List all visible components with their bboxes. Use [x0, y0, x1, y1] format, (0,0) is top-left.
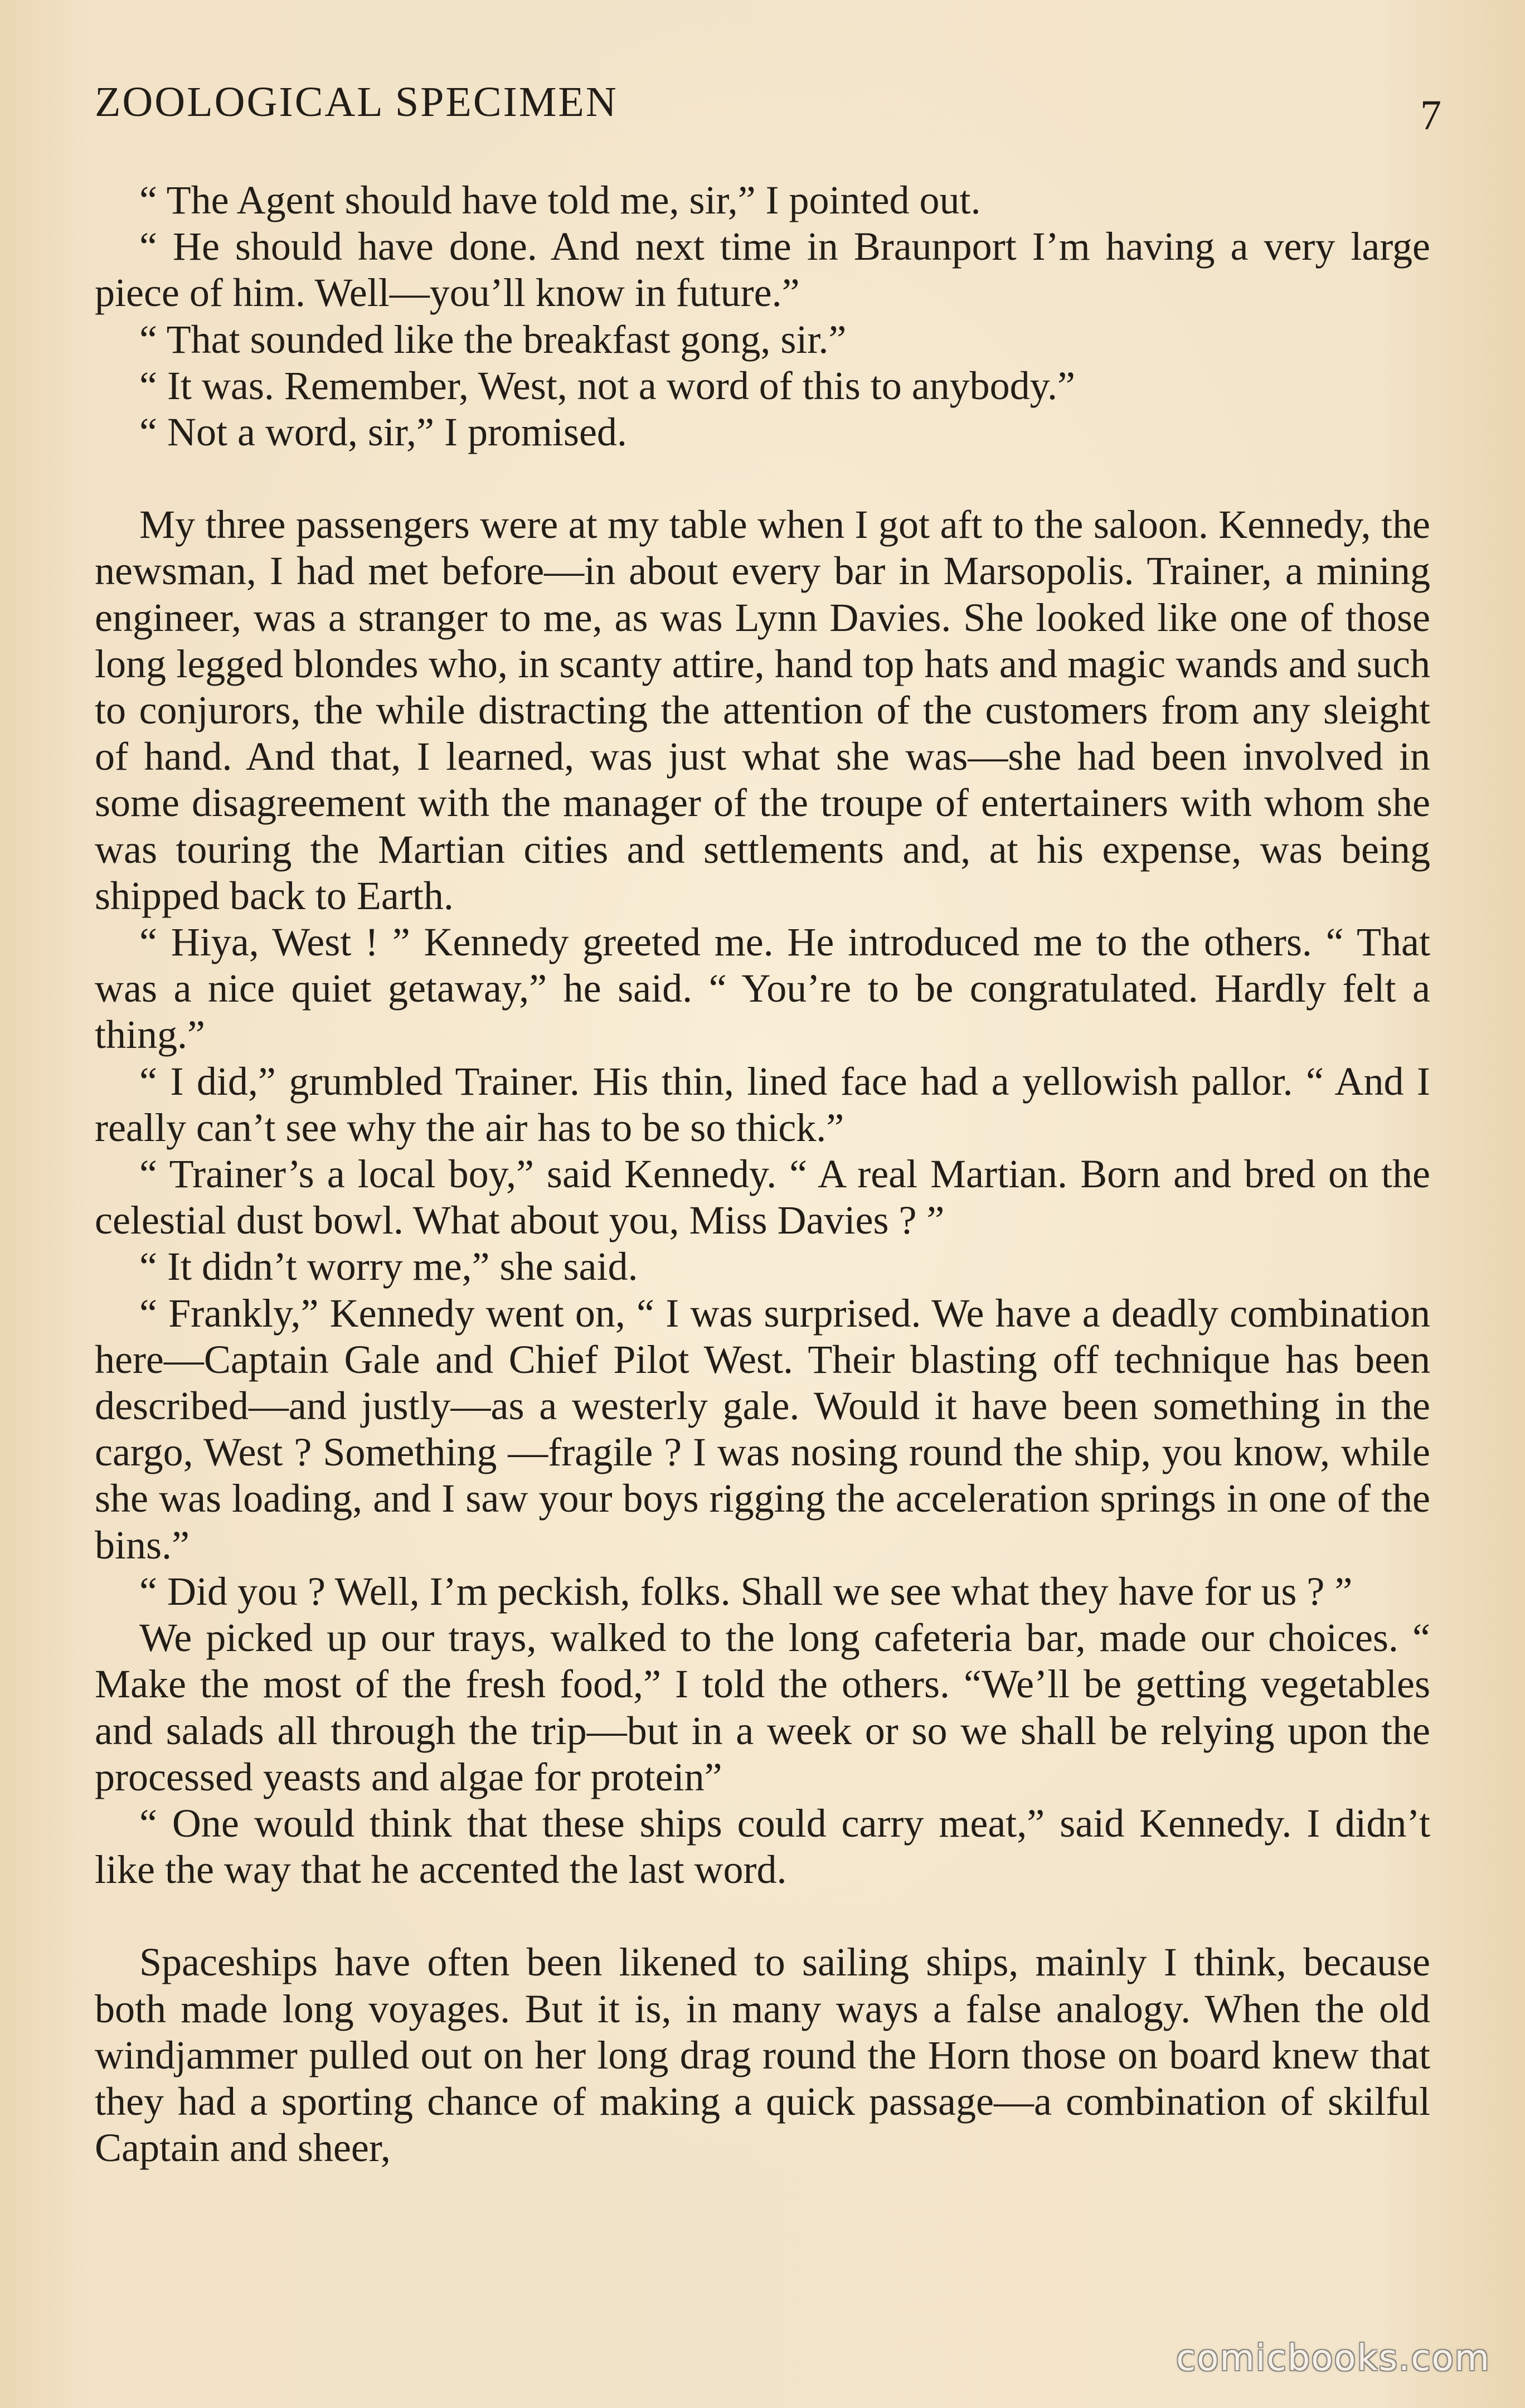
scene-break: [95, 1893, 1430, 1939]
paragraph: “ He should have done. And next time in Braunport I’m having a very large piece of him. Well—you’ll know in future.”: [95, 224, 1430, 315]
page-number: 7: [1420, 92, 1441, 139]
paragraph: “ The Agent should have told me, sir,” I pointed out.: [139, 178, 981, 222]
site-watermark: comicbooks.com: [1176, 2338, 1490, 2379]
paragraph: “ It was. Remember, West, not a word of this to anybody.”: [139, 363, 1075, 408]
paragraph: “ I did,” grumbled Trainer. His thin, lined face had a yellowish pallor. “ And I really can’t see why the air has to be so thick.”: [95, 1059, 1430, 1150]
running-head: [95, 78, 1441, 145]
paragraph: We picked up our trays, walked to the long cafeteria bar, made our choices. “ Make the most of the fresh food,” I told the others. “We’ll be getting vegetables and salads all through the trip—but in a week or so we shall be relying upon the processed yeasts and algae for protein”: [95, 1615, 1430, 1799]
paragraph: “ Trainer’s a local boy,” said Kennedy. “ A real Martian. Born and bred on the celestial dust bowl. What about you, Miss Davies ? ”: [95, 1152, 1430, 1243]
paragraph: “ Not a word, sir,” I promised.: [139, 410, 627, 455]
body-text: [95, 177, 1430, 2171]
paragraph: “ Hiya, West ! ” Kennedy greeted me. He introduced me to the others. “ That was a nice quiet getaway,” he said. “ You’re to be congratulated. Hardly felt a thing.”: [95, 920, 1430, 1057]
paragraph: “ That sounded like the breakfast gong, sir.”: [139, 317, 847, 362]
paragraph: “ Did you ? Well, I’m peckish, folks. Shall we see what they have for us ? ”: [139, 1569, 1353, 1614]
paragraph: “ Frankly,” Kennedy went on, “ I was surprised. We have a deadly combination here—Captain Gale and Chief Pilot West. Their blasting off technique has been described—and justly—as a westerly gale. Would it have been something in the cargo, West ? Something —fragile ? I was nosing round the ship, you know, while she was loading, and I saw your boys rigging the acceleration springs in one of the bins.”: [95, 1290, 1430, 1567]
paragraph: “ It didn’t worry me,” she said.: [139, 1244, 638, 1289]
chapter-title: ZOOLOGICAL SPECIMEN: [95, 79, 618, 125]
paragraph: “ One would think that these ships could carry meat,” said Kennedy. I didn’t like the way that he accented the last word.: [95, 1800, 1430, 1892]
paragraph: Spaceships have often been likened to sailing ships, mainly I think, because both made long voyages. But it is, in many ways a false analogy. When the old windjammer pulled out on her long drag round the Horn those on board knew that they had a sporting chance of making a quick passage—a combination of skilful Captain and sheer,: [95, 1940, 1430, 2171]
scene-break: [95, 455, 1430, 502]
paragraph: My three passengers were at my table when I got aft to the saloon. Kennedy, the newsman, I had met before—in about every bar in Marsopolis. Trainer, a mining engineer, was a stranger to me, as was Lynn Davies. She looked like one of those long legged blondes who, in scanty attire, hand top hats and magic wands and such to conjurors, the while distracting the attention of the customers from any sleight of hand. And that, I learned, was just what she was—she had been involved in some disagreement with the manager of the troupe of entertainers with whom she was touring the Martian cities and settlements and, at his expense, was being shipped back to Earth.: [95, 502, 1430, 918]
